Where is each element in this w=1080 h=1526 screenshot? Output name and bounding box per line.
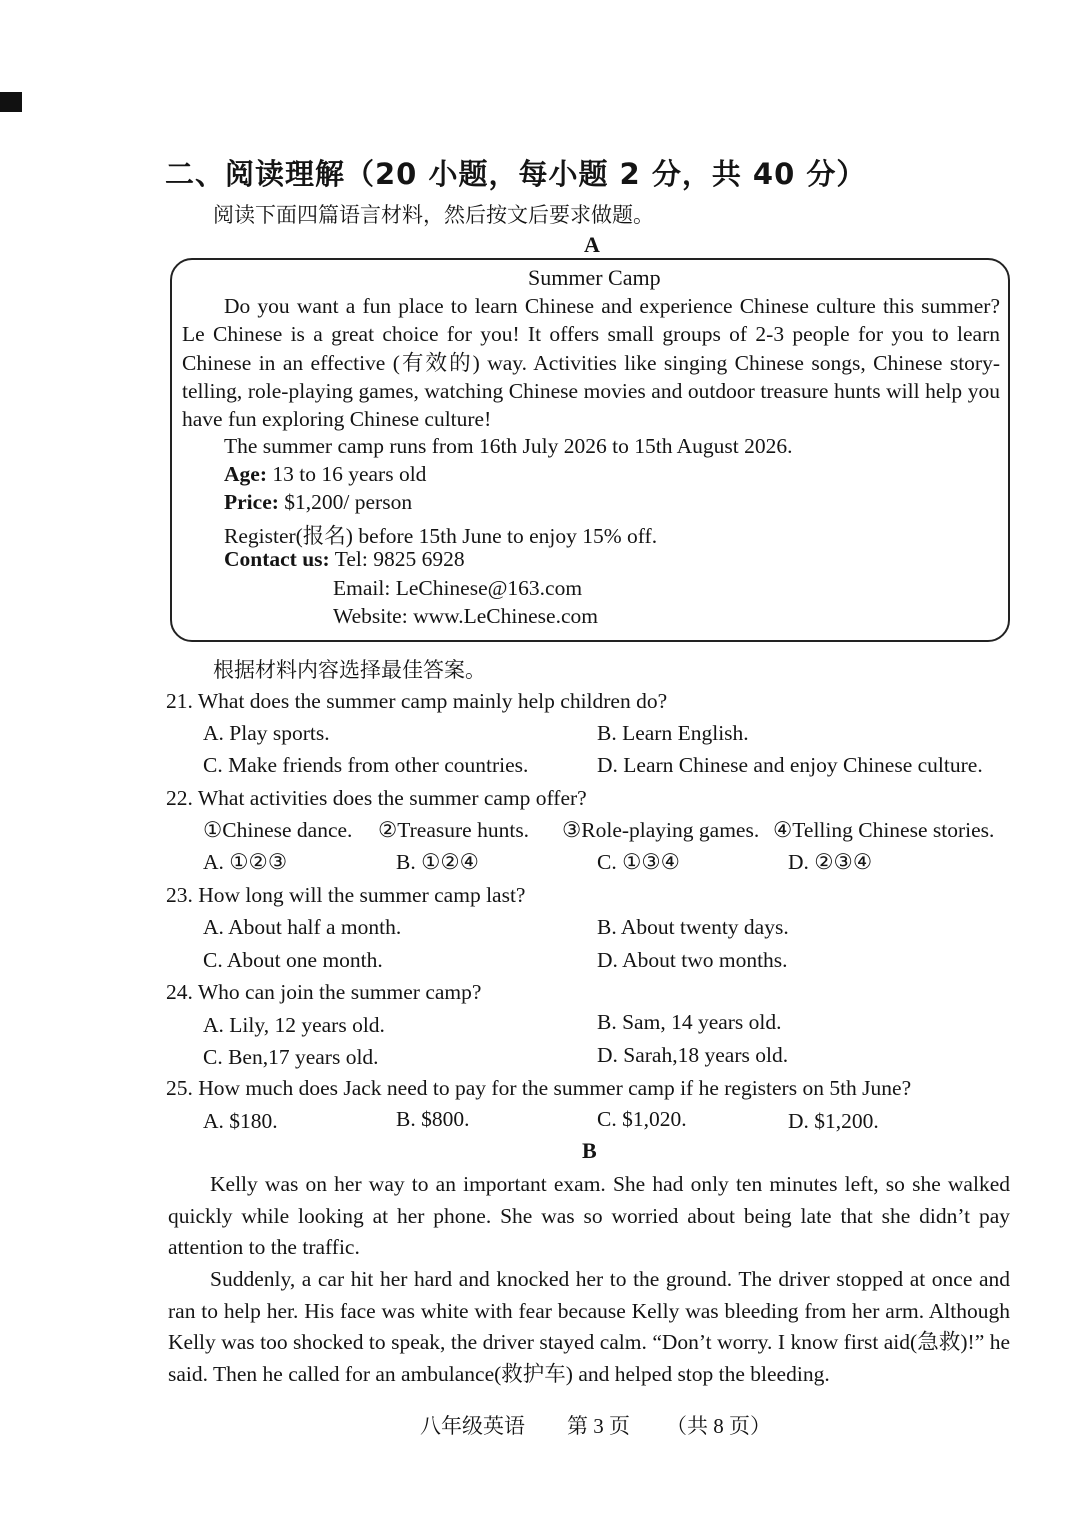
option-23d: D. About two months.: [597, 948, 788, 972]
option-25b: B. $800.: [396, 1107, 470, 1131]
activity-1: ①Chinese dance.: [203, 818, 353, 842]
footer-subject: 八年级英语: [420, 1414, 525, 1438]
question-21: 21. What does the summer camp mainly help children do?: [166, 689, 668, 713]
activity-3: ③Role-playing games.: [562, 818, 760, 842]
option-25c: C. $1,020.: [597, 1107, 687, 1131]
reading-instruction: 阅读下面四篇语言材料，然后按文后要求做题。: [213, 203, 654, 227]
scan-edge-mark: [0, 92, 22, 112]
activity-4: ④Telling Chinese stories.: [773, 818, 995, 842]
option-24b: B. Sam, 14 years old.: [597, 1010, 782, 1034]
option-22b: B. ①②④: [396, 850, 479, 874]
option-23b: B. About twenty days.: [597, 915, 789, 939]
footer-total: （共 8 页）: [666, 1414, 771, 1438]
camp-contact: Contact us: Tel: 9825 6928: [224, 547, 465, 571]
answer-instruction: 根据材料内容选择最佳答案。: [213, 658, 486, 682]
activity-2: ②Treasure hunts.: [378, 818, 530, 842]
passage-b-paragraph-2: Suddenly, a car hit her hard and knocked her to the ground. The driver stopped at once and ran to help her. His face was white with fear because Kelly was bleeding from her arm. Although Kelly was too shocked to speak, the driver stayed calm. “Don’t worry. I know first aid(急救)!” he said. Then he called for an ambulance(救护车) and helped stop the bleeding.: [168, 1267, 1010, 1386]
footer-page: 第 3 页: [567, 1414, 630, 1438]
option-25d: D. $1,200.: [788, 1109, 879, 1133]
camp-dates: The summer camp runs from 16th July 2026 to 15th August 2026.: [224, 434, 793, 458]
camp-age: Age: 13 to 16 years old: [224, 462, 427, 486]
option-21c: C. Make friends from other countries.: [203, 753, 529, 777]
option-21a: A. Play sports.: [203, 721, 330, 745]
camp-website: Website: www.LeChinese.com: [333, 604, 598, 628]
question-25: 25. How much does Jack need to pay for the summer camp if he registers on 5th June?: [166, 1076, 912, 1100]
option-24d: D. Sarah,18 years old.: [597, 1043, 789, 1067]
camp-register: Register(报名) before 15th June to enjoy 15% off.: [224, 524, 658, 548]
option-21d: D. Learn Chinese and enjoy Chinese culture.: [597, 753, 983, 777]
option-24a: A. Lily, 12 years old.: [203, 1013, 385, 1037]
option-22d: D. ②③④: [788, 850, 873, 874]
camp-email: Email: LeChinese@163.com: [333, 576, 583, 600]
passage-b-paragraph-1: Kelly was on her way to an important exam. She had only ten minutes left, so she walked quickly while looking at her phone. She was so worried about being late that she didn’t pay attention to the traffic.: [168, 1172, 1010, 1259]
option-23c: C. About one month.: [203, 948, 383, 972]
ad-paragraph: Do you want a fun place to learn Chinese and experience Chinese culture this summer? Le Chinese is a great choice for you! It offers small groups of 2-3 people for you to learn Chinese in an effective (有效的) way. Activities like singing Chinese songs, Chinese story-telling, role-playing games, watching Chinese movies and outdoor treasure hunts will help you have fun exploring Chinese culture!: [182, 294, 1000, 432]
part-a-label: A: [584, 232, 600, 257]
camp-price: Price: $1,200/ person: [224, 490, 413, 514]
ad-title: Summer Camp: [528, 265, 661, 290]
option-21b: B. Learn English.: [597, 721, 749, 745]
option-23a: A. About half a month.: [203, 915, 402, 939]
option-25a: A. $180.: [203, 1109, 278, 1133]
question-24: 24. Who can join the summer camp?: [166, 980, 482, 1004]
option-22c: C. ①③④: [597, 850, 680, 874]
question-23: 23. How long will the summer camp last?: [166, 883, 526, 907]
question-22: 22. What activities does the summer camp offer?: [166, 786, 587, 810]
part-b-label: B: [582, 1138, 597, 1163]
section-title: 二、阅读理解（20 小题，每小题 2 分，共 40 分）: [165, 157, 867, 191]
option-22a: A. ①②③: [203, 850, 288, 874]
option-24c: C. Ben,17 years old.: [203, 1045, 379, 1069]
